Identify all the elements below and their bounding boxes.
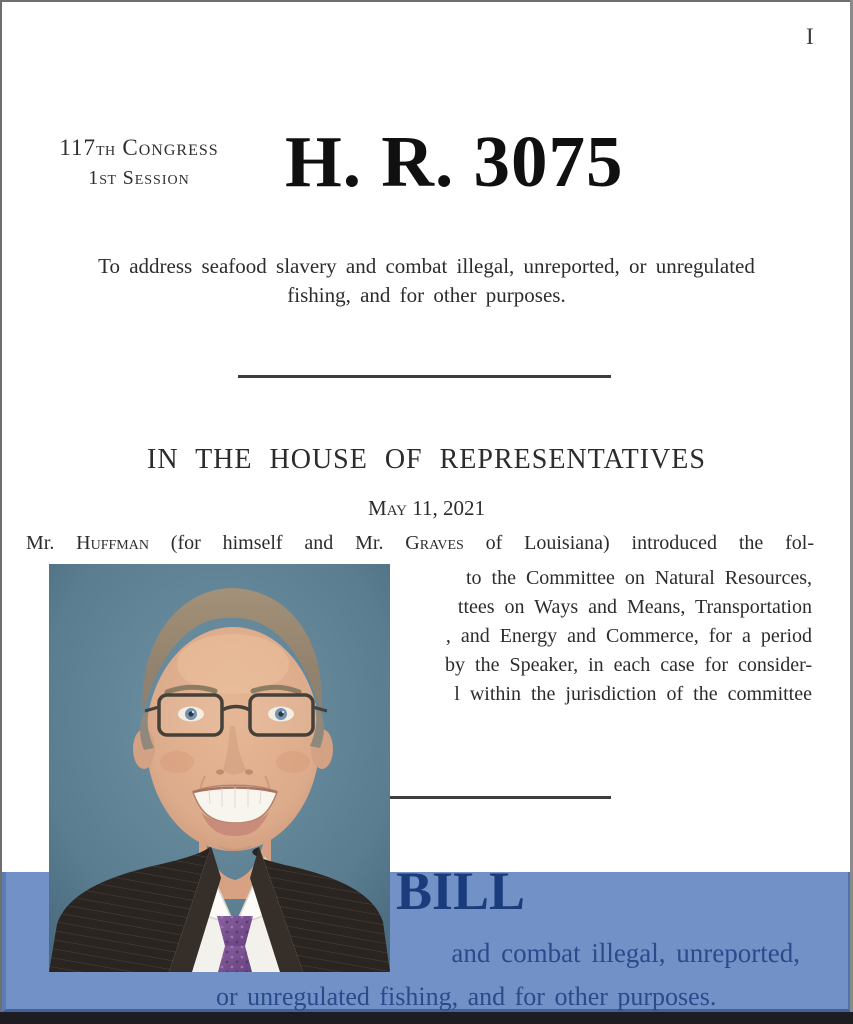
introduction-paragraph-fragment: , and Energy and Commerce, for a period [445, 625, 812, 647]
introduction-paragraph-fragment: l within the jurisdiction of the committee [454, 683, 812, 705]
congress-line [24, 134, 254, 165]
portrait-photo [49, 564, 390, 972]
introduction-paragraph-line1 [26, 532, 814, 555]
scan-border-bottom [0, 1012, 853, 1024]
congress-number: 117 [59, 135, 96, 160]
banner-text-line1: and combat illegal, unreported, [451, 938, 800, 968]
sponsor-name: Huffman [76, 532, 149, 554]
session-line [24, 165, 254, 194]
horizontal-rule-top [238, 375, 611, 378]
bill-subtitle-line2: fishing, and for other purposes. [287, 283, 566, 307]
scan-border-top [0, 0, 853, 2]
session-ordinal-suffix: ST [99, 173, 117, 188]
intro-mid: (for himself and Mr. [148, 532, 406, 554]
introduction-paragraph-fragment: ttees on Ways and Means, Transportation [457, 596, 812, 618]
bill-subtitle-line1: To address seafood slavery and combat illegal, unreported, or unregulated [98, 254, 755, 278]
cosponsor-name: Graves [405, 532, 464, 554]
bill-number-title: H. R. 3075 [285, 121, 624, 202]
introduction-paragraph-fragment: to the Committee on Natural Resources, [465, 567, 812, 589]
session-number: 1 [88, 167, 100, 189]
congress-word: Congress [122, 135, 219, 160]
page-number: I [806, 24, 814, 49]
intro-prefix: Mr. [26, 532, 77, 554]
introduction-date: May 11, 2021 [368, 496, 485, 520]
banner-title: BILL [396, 861, 526, 921]
introduction-paragraph-fragment: by the Speaker, in each case for consider- [445, 654, 812, 676]
congress-ordinal-suffix: TH [95, 144, 116, 159]
session-word: Session [122, 167, 190, 189]
bill-subtitle [40, 252, 813, 310]
banner-text-line2: or unregulated fishing, and for other purposes. [216, 982, 717, 1011]
scan-border-left [0, 0, 2, 1024]
intro-suffix: of Louisiana) introduced the fol- [463, 532, 815, 554]
house-heading: IN THE HOUSE OF REPRESENTATIVES [147, 444, 706, 475]
congress-session-block [24, 134, 254, 194]
